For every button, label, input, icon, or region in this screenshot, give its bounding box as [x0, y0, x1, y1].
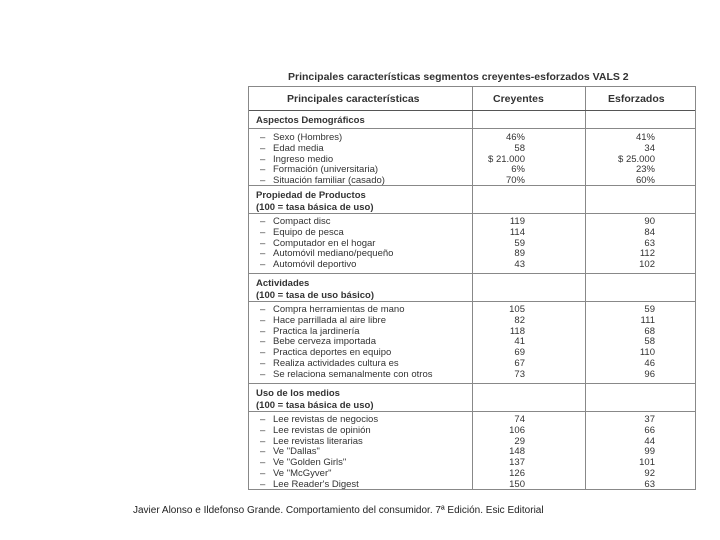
characteristics-table — [248, 86, 696, 490]
creyentes-value: 46% — [505, 132, 525, 143]
esforzados-value: 46 — [644, 358, 655, 369]
row-label: Ve "Dallas" — [273, 446, 320, 458]
header-esforzados: Esforzados — [608, 93, 665, 105]
esforzados-value: 37 — [644, 414, 655, 425]
esforzados-value: 99 — [644, 446, 655, 458]
row-bullet: – — [260, 424, 266, 436]
section-subtitle: (100 = tasa básica de uso) — [256, 202, 374, 213]
row-label: Lee revistas de opinión — [273, 424, 371, 436]
table-row — [249, 446, 695, 457]
table-row — [249, 436, 695, 447]
table-row — [249, 358, 695, 369]
row-label: Hace parrillada al aire libre — [273, 314, 386, 326]
row-bullet: – — [260, 314, 266, 326]
creyentes-value: 74 — [514, 414, 525, 425]
row-bullet: – — [260, 347, 266, 359]
row-bullet: – — [260, 237, 266, 249]
table-row — [249, 457, 695, 468]
table-row — [249, 143, 695, 154]
table-row — [249, 336, 695, 347]
row-bullet: – — [260, 175, 266, 187]
row-bullet: – — [260, 216, 266, 227]
row-bullet: – — [260, 336, 266, 348]
section-subtitle: (100 = tasa básica de uso) — [256, 400, 374, 411]
esforzados-value: 96 — [644, 368, 655, 380]
table-section — [249, 185, 695, 271]
table-row — [249, 227, 695, 238]
row-bullet: – — [260, 435, 266, 447]
header-characteristics: Principales características — [287, 93, 420, 105]
row-bullet: – — [260, 478, 266, 490]
row-bullet: – — [260, 132, 266, 143]
table-section — [249, 273, 695, 380]
section-title: Propiedad de Productos — [256, 190, 366, 201]
creyentes-value: $ 21.000 — [488, 153, 525, 165]
row-label: Computador en el hogar — [273, 237, 376, 249]
table-row — [249, 479, 695, 490]
row-bullet: – — [260, 142, 266, 154]
table-header — [249, 87, 695, 111]
creyentes-value: 73 — [514, 368, 525, 380]
esforzados-value: 58 — [644, 336, 655, 348]
row-label: Lee revistas literarias — [273, 435, 363, 447]
section-title: Uso de los medios — [256, 388, 340, 399]
row-label: Automóvil mediano/pequeño — [273, 248, 394, 260]
row-bullet: – — [260, 259, 266, 271]
row-label: Equipo de pesca — [273, 226, 344, 238]
esforzados-value: 112 — [639, 248, 655, 260]
creyentes-value: 67 — [514, 358, 525, 369]
creyentes-value: 126 — [509, 468, 525, 479]
row-label: Ve "McGyver" — [273, 468, 332, 479]
esforzados-value: 23% — [635, 164, 655, 176]
creyentes-value: 59 — [514, 237, 525, 249]
table-row — [249, 315, 695, 326]
source-caption: Javier Alonso e Ildefonso Grande. Comportamiento del consumidor. 7ª Edición. Esic Editorial — [133, 505, 544, 516]
creyentes-value: 70% — [505, 175, 525, 187]
section-rule — [249, 128, 695, 129]
esforzados-value: 111 — [640, 314, 655, 326]
header-creyentes: Creyentes — [493, 93, 544, 105]
row-label: Se relaciona semanalmente con otros — [273, 368, 433, 380]
esforzados-value: 90 — [644, 216, 655, 227]
section-rule — [249, 213, 695, 214]
esforzados-value: 63 — [644, 478, 655, 490]
creyentes-value: 150 — [509, 478, 525, 490]
esforzados-value: 84 — [644, 226, 655, 238]
table-row — [249, 414, 695, 425]
creyentes-value: 114 — [509, 226, 525, 238]
creyentes-value: 106 — [509, 424, 525, 436]
table-row — [249, 216, 695, 227]
table-row — [249, 132, 695, 143]
creyentes-value: 148 — [509, 446, 525, 458]
creyentes-value: 82 — [514, 314, 525, 326]
table-row — [249, 369, 695, 380]
esforzados-value: 101 — [639, 457, 655, 469]
table-row — [249, 347, 695, 358]
creyentes-value: 69 — [514, 347, 525, 359]
table-section — [249, 383, 695, 490]
row-label: Formación (universitaria) — [273, 164, 379, 176]
row-bullet: – — [260, 304, 266, 315]
creyentes-value: 43 — [514, 259, 525, 271]
table-row — [249, 259, 695, 270]
row-label: Ingreso medio — [273, 153, 334, 165]
section-subtitle: (100 = tasa de uso básico) — [256, 290, 375, 301]
row-bullet: – — [260, 164, 266, 176]
row-label: Situación familiar (casado) — [273, 175, 385, 187]
esforzados-value: 102 — [639, 259, 655, 271]
section-title: Aspectos Demográficos — [256, 115, 365, 126]
table-row — [249, 248, 695, 259]
creyentes-value: 137 — [509, 457, 525, 469]
section-title: Actividades — [256, 278, 310, 289]
row-label: Edad media — [273, 142, 324, 154]
row-label: Practica la jardinería — [273, 325, 360, 337]
esforzados-value: 41% — [635, 132, 655, 143]
esforzados-value: 110 — [639, 347, 655, 359]
creyentes-value: 58 — [514, 142, 525, 154]
table-row — [249, 164, 695, 175]
row-label: Practica deportes en equipo — [273, 347, 392, 359]
table-row — [249, 304, 695, 315]
row-label: Compra herramientas de mano — [273, 304, 405, 315]
esforzados-value: 63 — [644, 237, 655, 249]
row-bullet: – — [260, 414, 266, 425]
esforzados-value: 59 — [644, 304, 655, 315]
section-rule — [249, 301, 695, 302]
row-bullet: – — [260, 248, 266, 260]
row-bullet: – — [260, 325, 266, 337]
row-label: Bebe cerveza importada — [273, 336, 376, 348]
row-bullet: – — [260, 446, 266, 458]
creyentes-value: 41 — [514, 336, 525, 348]
esforzados-value: 34 — [644, 142, 655, 154]
esforzados-value: 92 — [644, 468, 655, 479]
row-bullet: – — [260, 153, 266, 165]
table-row — [249, 154, 695, 165]
row-label: Compact disc — [273, 216, 331, 227]
row-label: Automóvil deportivo — [273, 259, 357, 271]
creyentes-value: 6% — [511, 164, 525, 176]
table-row — [249, 468, 695, 479]
esforzados-value: 68 — [644, 325, 655, 337]
esforzados-value: 60% — [635, 175, 655, 187]
section-rule — [249, 411, 695, 412]
row-label: Sexo (Hombres) — [273, 132, 343, 143]
row-bullet: – — [260, 368, 266, 380]
esforzados-value: 66 — [644, 424, 655, 436]
row-bullet: – — [260, 358, 266, 369]
row-bullet: – — [260, 457, 266, 469]
table-row — [249, 238, 695, 249]
creyentes-value: 105 — [509, 304, 525, 315]
row-bullet: – — [260, 468, 266, 479]
table-row — [249, 326, 695, 337]
creyentes-value: 119 — [509, 216, 525, 227]
creyentes-value: 118 — [509, 325, 525, 337]
table-title: Principales características segmentos creyentes-esforzados VALS 2 — [288, 71, 629, 83]
row-label: Ve "Golden Girls" — [273, 457, 347, 469]
table-row — [249, 425, 695, 436]
esforzados-value: 44 — [644, 435, 655, 447]
row-label: Lee Reader's Digest — [273, 478, 359, 490]
row-label: Lee revistas de negocios — [273, 414, 379, 425]
row-bullet: – — [260, 226, 266, 238]
creyentes-value: 29 — [514, 435, 525, 447]
creyentes-value: 89 — [514, 248, 525, 260]
esforzados-value: $ 25.000 — [618, 153, 655, 165]
row-label: Realiza actividades cultura es — [273, 358, 399, 369]
